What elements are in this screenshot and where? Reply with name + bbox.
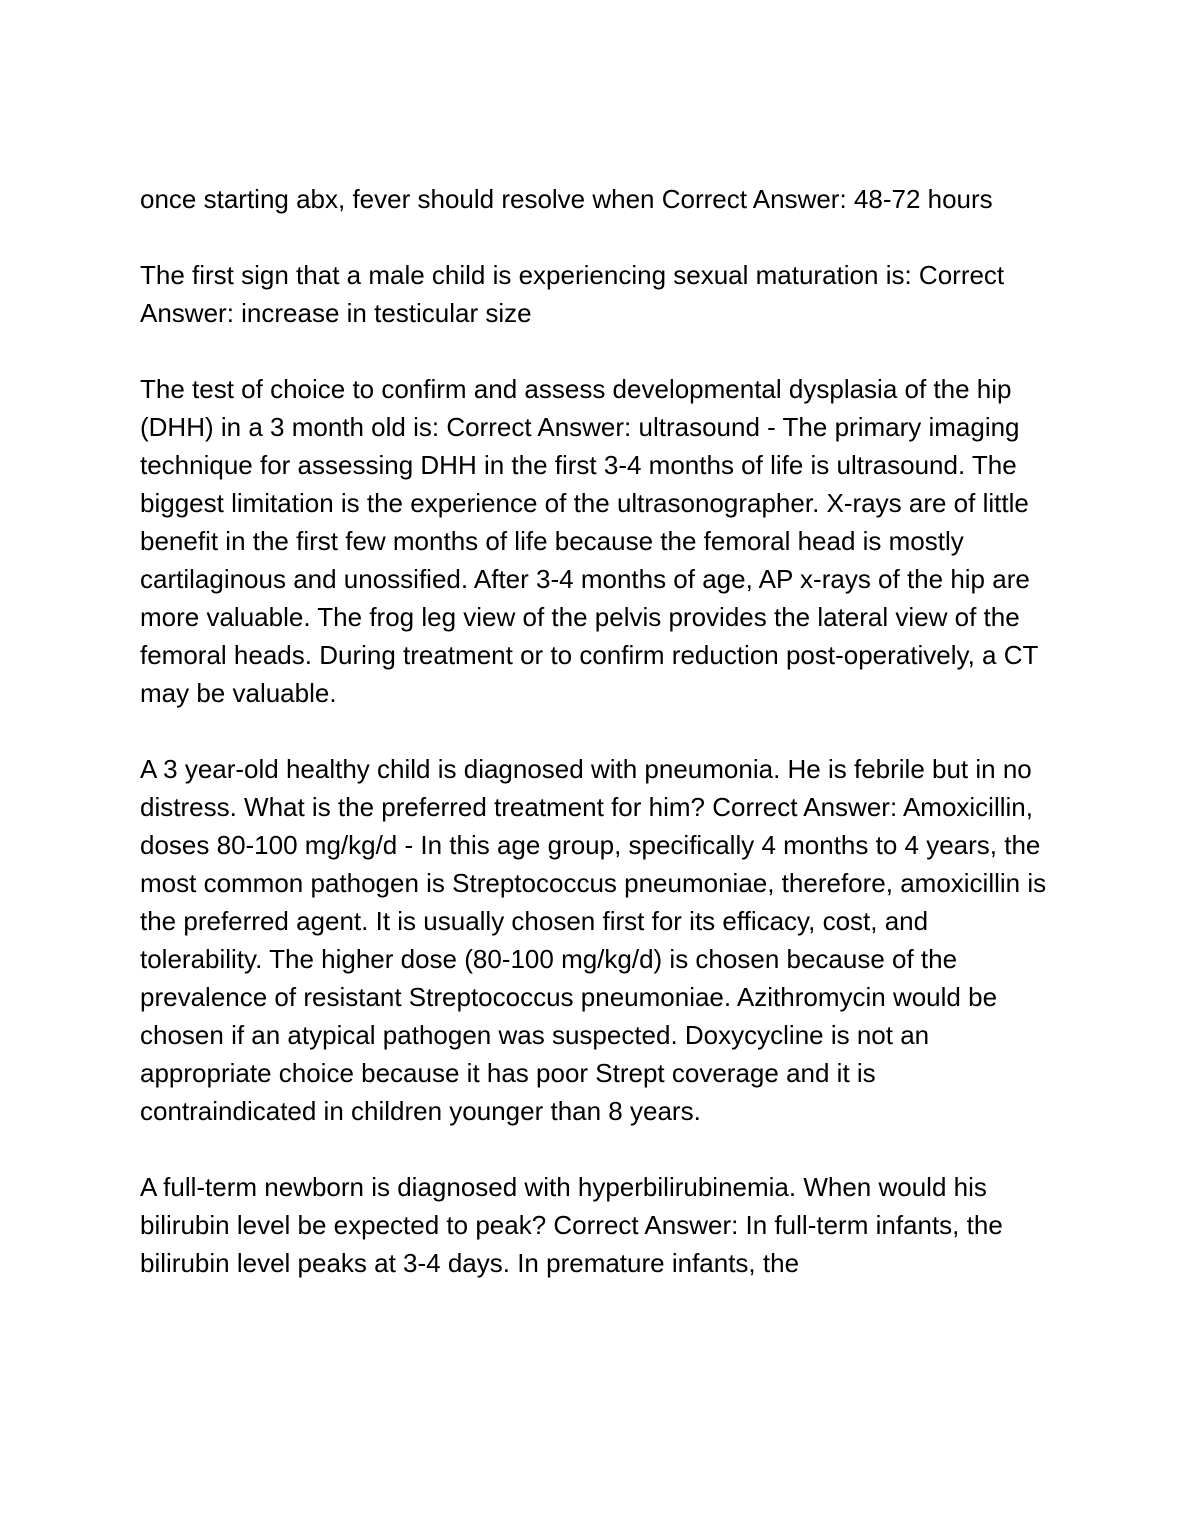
qa-entry-pneumonia-treatment: A 3 year-old healthy child is diagnosed with pneumonia. He is febrile but in no distress. What is the preferred treatment for him? Correct Answer: Amoxicillin, doses 80-100 mg/kg/d - In this age group, specifically 4 months to 4 years, the most common pathogen is Streptococcus pneumoniae, therefore, amoxicillin is the preferred agent. It is usually chosen first for its efficacy, cost, and tolerability. The higher dose (80-100 mg/kg/d) is chosen because of the prevalence of resistant Streptococcus pneumoniae. Azithromycin would be chosen if an atypical pathogen was suspected. Doxycycline is not an appropriate choice because it has poor Strept coverage and it is contraindicated in children younger than 8 years.: [140, 754, 1047, 1126]
qa-entry-sexual-maturation: The first sign that a male child is experiencing sexual maturation is: Correct Answer: increase in testicular size: [140, 260, 1005, 328]
qa-entry-hip-dysplasia: The test of choice to confirm and assess developmental dysplasia of the hip (DHH) in a 3 month old is: Correct Answer: ultrasound - The primary imaging technique for assessing DHH in the first 3-4 months of life is ultrasound. The biggest limitation is the experience of the ultrasonographer. X-rays are of little benefit in the first few months of life because the femoral head is mostly cartilaginous and unossified. After 3-4 months of age, AP x-rays of the hip are more valuable. The frog leg view of the pelvis provides the lateral view of the femoral heads. During treatment or to confirm reduction post-operatively, a CT may be valuable.: [140, 374, 1038, 708]
document-body: [140, 180, 1055, 1320]
qa-entry-fever-resolution: once starting abx, fever should resolve when Correct Answer: 48-72 hours: [140, 184, 993, 214]
qa-entry-hyperbilirubinemia: A full-term newborn is diagnosed with hyperbilirubinemia. When would his bilirubin level be expected to peak? Correct Answer: In full-term infants, the bilirubin level peaks at 3-4 days. In premature infants, the: [140, 1172, 1003, 1278]
